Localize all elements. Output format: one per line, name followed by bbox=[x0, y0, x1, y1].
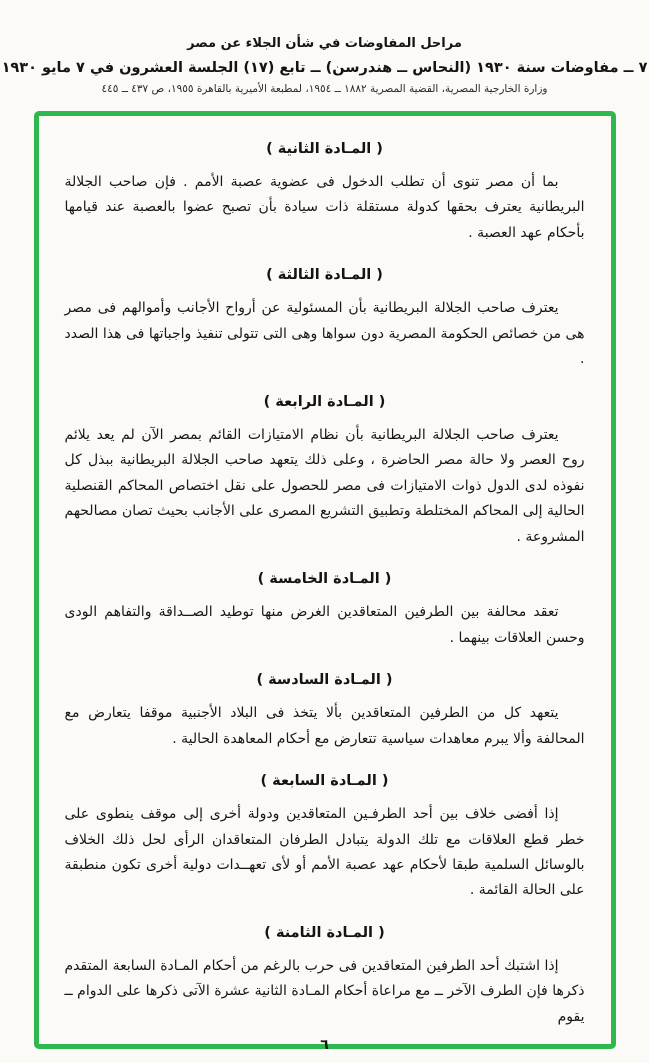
article-section bbox=[65, 672, 585, 752]
article-section bbox=[65, 925, 585, 1030]
source-citation: وزارة الخارجية المصرية، القضية المصرية ١٨٨٢ ــ ١٩٥٤، لمطبعة الأميرية بالقاهرة ١٩٥٥، ص ٤٣٧ ــ ٤٤٥ bbox=[101, 83, 548, 95]
article-body: إذا أفضى خلاف بين أحد الطرفـين المتعاقدين ودولة أخرى إلى موقف ينطوى على خطر قطع العلاقات مع تلك الدولة يتبادل الطرفان المتعاقدان الرأى لحل ذلك الخلاف بالوسائل السلمية طبقا لأحكام عهد عصبة الأمم أو لأى تعهــدات دولية أخرى تكون منطبقة على الحالة القائمة . bbox=[64, 806, 585, 899]
article-section bbox=[65, 773, 585, 904]
page-number: ٦ bbox=[320, 1037, 329, 1053]
page-title: مراحل المفاوضات في شأن الجلاء عن مصر bbox=[187, 36, 462, 51]
article-section bbox=[65, 267, 585, 372]
document-subtitle: ٧ ــ مفاوضات سنة ١٩٣٠ (النحاس ــ هندرسن) ــ تابع (١٧) الجلسة العشرون في ٧ مايو ١٩٣٠ bbox=[1, 60, 648, 76]
article-body: بما أن مصر تنوى أن تطلب الدخول فى عضوية عصبة الأمم . فإن صاحب الجلالة البريطانية يعترف بحقها كدولة مستقلة ذات سيادة بأن تصبح عضوا بالعصبة عند قيامها بأحكام عهد العصبة . bbox=[64, 174, 585, 241]
article-body: يعترف صاحب الجلالة البريطانية بأن المسئولية عن أرواح الأجانب وأموالهم فى مصر هى من خصائص الحكومة المصرية دون سواها وهى التى تتولى تنفيذ واجباتها فى هذا الصدد . bbox=[64, 300, 585, 368]
article-heading: ( المـادة السادسة ) bbox=[256, 672, 393, 689]
article-heading: ( المـادة الخامسة ) bbox=[257, 571, 392, 588]
article-heading: ( المـادة الثانية ) bbox=[266, 141, 383, 157]
article-heading: ( المـادة السابعة ) bbox=[260, 773, 389, 790]
article-body: يعترف صاحب الجلالة البريطانية بأن نظام الامتيازات القائم بمصر الآن لم يعد يلائم روح العصر ولا حالة مصر الحاضرة ، وعلى ذلك يتعهد صاحب الجلالة البريطانية ببذل كل نفوذه لدى الدول ذوات الامتيازات فى مصر للحصول على نقل اختصاص المحاكم القنصلية الحالية إلى المحاكم المختلطة وتطبيق التشريع المصرى على الأجانب بحيث تصان مصالحهم المشروعة . bbox=[64, 426, 585, 545]
article-body: يتعهد كل من الطرفين المتعاقدين بألا يتخذ فى البلاد الأجنبية موقفا يتعارض مع المحالفة وألا يبرم معاهدات سياسية تتعارض مع أحكام المعاهدة الحالية . bbox=[64, 705, 585, 747]
article-section bbox=[65, 141, 585, 246]
highlight-box bbox=[34, 111, 616, 1049]
article-heading: ( المـادة الرابعة ) bbox=[263, 393, 386, 410]
article-heading: ( المـادة الثامنة ) bbox=[264, 924, 385, 941]
article-heading: ( المـادة الثالثة ) bbox=[266, 267, 383, 284]
article-section bbox=[65, 394, 585, 550]
article-section bbox=[65, 571, 585, 651]
page-header bbox=[0, 0, 649, 95]
article-body: تعقد محالفة بين الطرفين المتعاقدين الغرض منها توطيد الصــداقة والتفاهم الودى وحسن العلاقات بينهما . bbox=[64, 604, 585, 646]
article-body: إذا اشتبك أحد الطرفين المتعاقدين فى حرب بالرغم من أحكام المـادة السابعة المتقدم ذكرها فإن الطرف الآخر ــ مع مراعاة أحكام المـادة الثانية عشرة الآتى ذكرها على الدوام ــ يقوم bbox=[64, 957, 585, 1025]
